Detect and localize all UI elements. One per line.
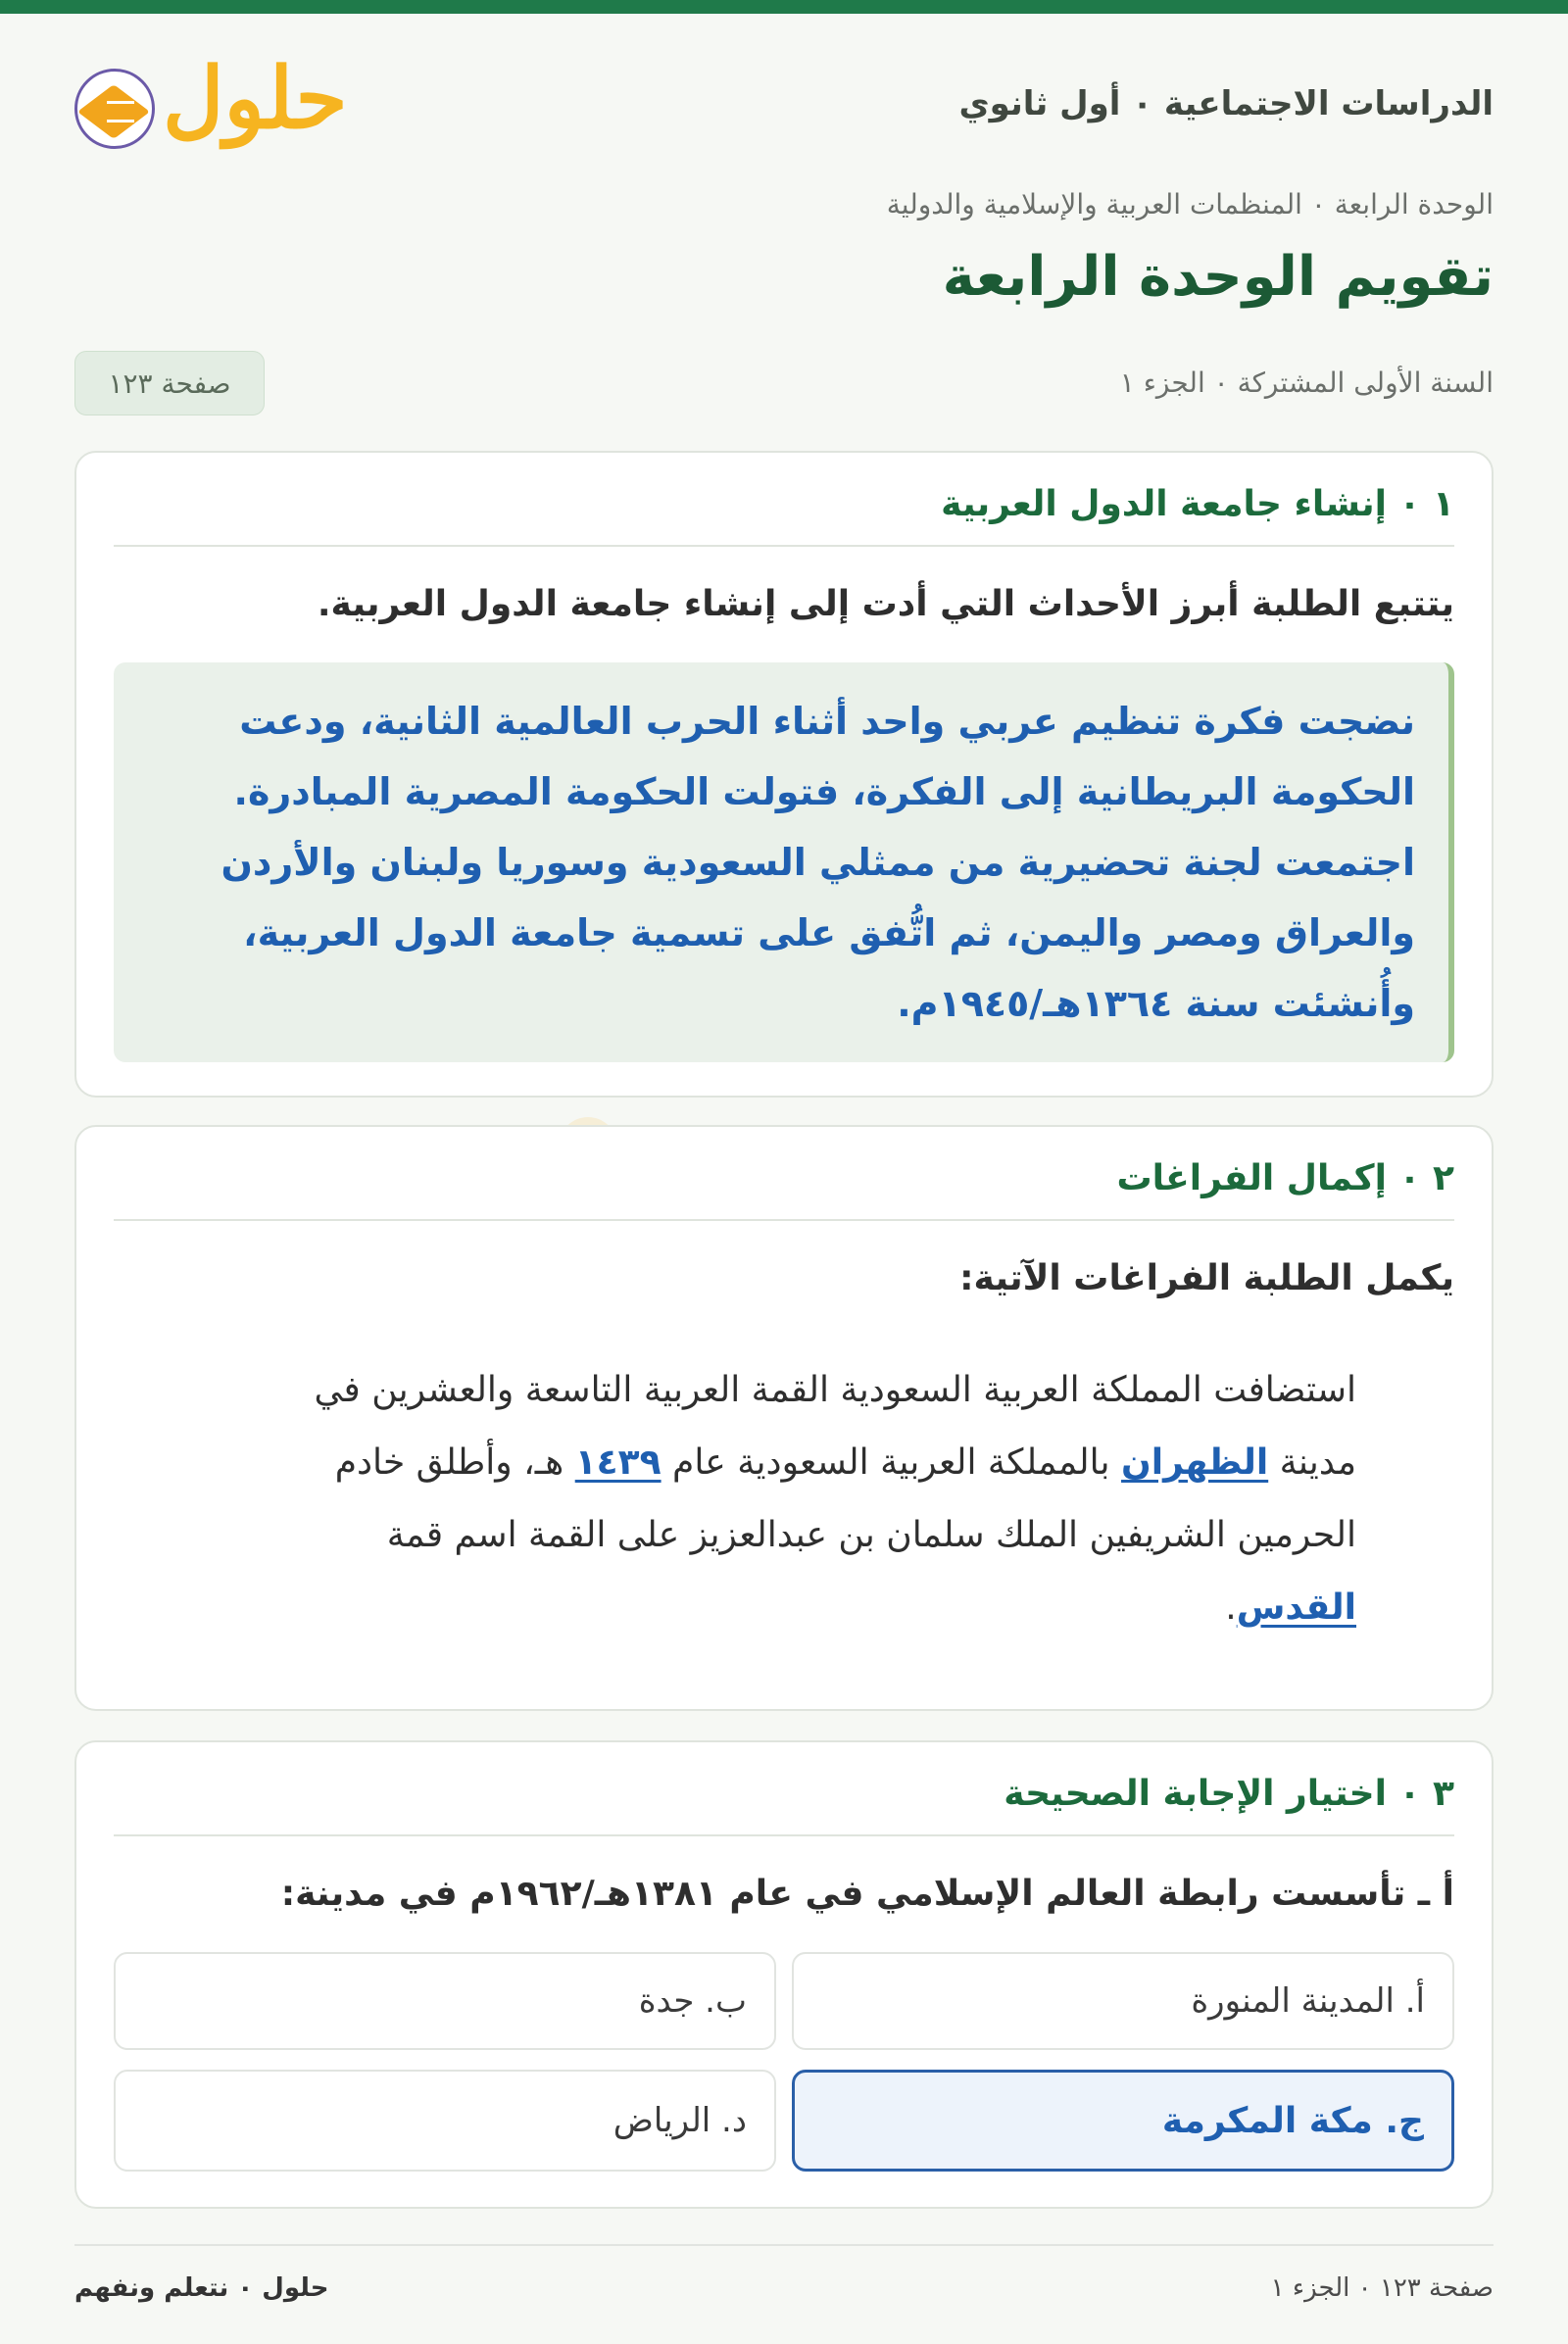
footer-page-info: صفحة ١٢٣ ٠ الجزء ١ — [1270, 2273, 1494, 2303]
option-d[interactable]: د. الرياض — [114, 2070, 776, 2172]
logo-mark-icon — [74, 69, 155, 149]
section-heading: ٢ ٠ إكمال الفراغات — [114, 1158, 1454, 1221]
page-number-badge: صفحة ١٢٣ — [74, 351, 265, 415]
option-b[interactable]: ب. جدة — [114, 1952, 776, 2050]
section-heading: ١ ٠ إنشاء جامعة الدول العربية — [114, 484, 1454, 547]
blank-answer-year: ١٤٣٩ — [574, 1442, 662, 1483]
option-a[interactable]: أ. المدينة المنورة — [792, 1952, 1454, 2050]
section-question: أ ـ تأسست رابطة العالم الإسلامي في عام ١٣٨١هـ/١٩٦٢م في مدينة: — [280, 1874, 1454, 1914]
fill-text-part: . — [1225, 1587, 1237, 1628]
logo-wordmark: حلول — [163, 49, 348, 148]
hulool-logo[interactable] — [74, 49, 348, 157]
section-card-2 — [74, 1125, 1494, 1711]
blank-answer-summit-name: القدس — [1236, 1587, 1356, 1628]
section-card-3 — [74, 1740, 1494, 2209]
option-c-selected[interactable]: ج. مكة المكرمة — [792, 2070, 1454, 2172]
unit-breadcrumb: الوحدة الرابعة ٠ المنظمات العربية والإسلامية والدولية — [886, 188, 1494, 220]
subject-title: الدراسات الاجتماعية ٠ أول ثانوي — [958, 84, 1494, 123]
page-header — [74, 0, 1494, 186]
section-question: يكمل الطلبة الفراغات الآتية: — [959, 1258, 1454, 1298]
section-question: يتتبع الطلبة أبرز الأحداث التي أدت إلى إنشاء جامعة الدول العربية. — [317, 584, 1454, 624]
section-card-1 — [74, 451, 1494, 1098]
fill-text-part: استضافت المملكة العربية السعودية القمة العربية التاسعة والعشرين في مدينة — [314, 1370, 1356, 1483]
fill-text-part: هـ، وأطلق خادم الحرمين الشريفين الملك سلمان بن عبدالعزيز على القمة اسم قمة — [334, 1442, 1356, 1555]
blank-answer-city: الظهران — [1121, 1442, 1269, 1483]
page-title: تقويم الوحدة الرابعة — [942, 245, 1494, 309]
answer-box: نضجت فكرة تنظيم عربي واحد أثناء الحرب العالمية الثانية، ودعت الحكومة البريطانية إلى الفكرة، فتولت الحكومة المصرية المبادرة. اجتمعت لجنة تحضيرية من ممثلي السعودية وسوريا ولبنان والأردن والعراق ومصر واليمن، ثم اتُّفق على تسمية جامعة الدول العربية، وأُنشئت سنة ١٣٦٤هـ/١٩٤٥م. — [114, 662, 1454, 1062]
course-meta: السنة الأولى المشتركة ٠ الجزء ١ — [1119, 366, 1494, 399]
section-heading: ٣ ٠ اختيار الإجابة الصحيحة — [114, 1774, 1454, 1836]
fill-text-part: بالمملكة العربية السعودية عام — [661, 1442, 1122, 1483]
fill-in-paragraph — [263, 1354, 1356, 1644]
page-footer — [74, 2244, 1494, 2303]
footer-brand: حلول ٠ نتعلم ونفهم — [74, 2273, 329, 2303]
